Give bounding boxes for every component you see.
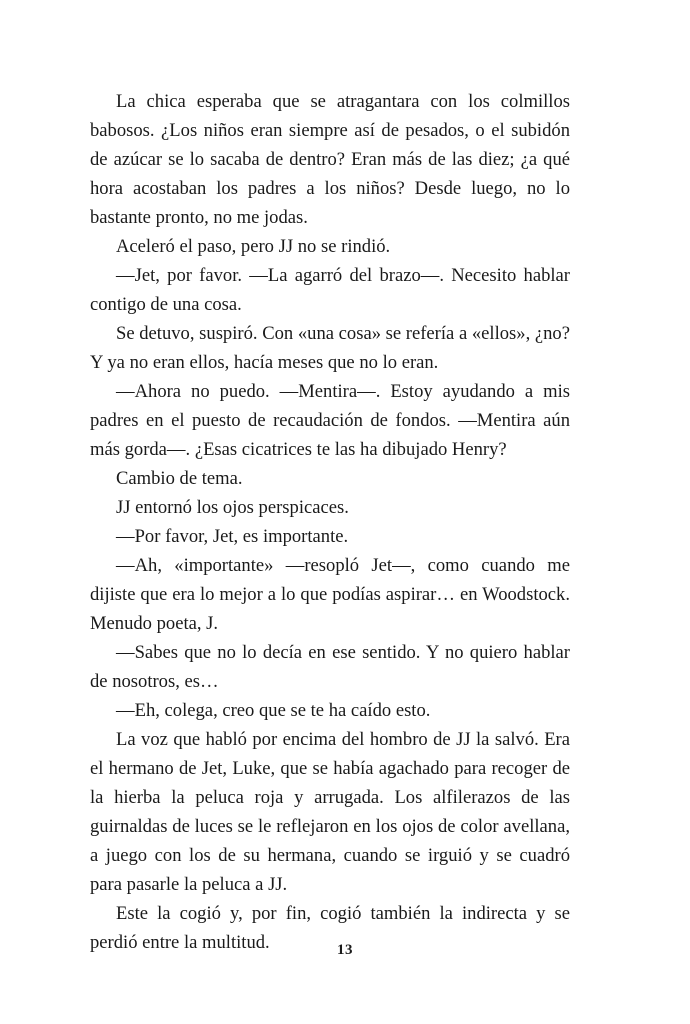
page-number: 13: [337, 942, 353, 958]
paragraph: —Sabes que no lo decía en ese sentido. Y no quiero hablar de nosotros, es…: [90, 642, 570, 692]
paragraph: La voz que habló por encima del hombro de JJ la salvó. Era el hermano de Jet, Luke, que se había agachado para recoger de la hierba la peluca roja y arrugada. Los alfilerazos de las guirnaldas de luces se le reflejaron en los ojos de color avellana, a juego con los de su hermana, cuando se irguió y se cuadró para pasarle la peluca a JJ.: [90, 729, 570, 895]
paragraph: JJ entornó los ojos perspicaces.: [116, 497, 349, 518]
paragraph: —Ahora no puedo. —Mentira—. Estoy ayudando a mis padres en el puesto de recaudación de fondos. —Mentira aún más gorda—. ¿Esas cicatrices te las ha dibujado Henry?: [90, 381, 570, 460]
page-body: [90, 87, 570, 957]
paragraph: Cambio de tema.: [116, 468, 243, 489]
paragraph: —Jet, por favor. —La agarró del brazo—. Necesito hablar contigo de una cosa.: [90, 265, 570, 315]
paragraph: —Ah, «importante» —resopló Jet—, como cuando me dijiste que era lo mejor a lo que podías aspirar… en Woodstock. Menudo poeta, J.: [90, 555, 570, 634]
paragraph: La chica esperaba que se atragantara con los colmillos babosos. ¿Los niños eran siempre así de pesados, o el subidón de azúcar se lo sacaba de dentro? Eran más de las diez; ¿a qué hora acostaban los padres a los niños? Desde luego, no lo bastante pronto, no me jodas.: [90, 91, 570, 228]
paragraph: —Eh, colega, creo que se te ha caído esto.: [116, 700, 431, 721]
paragraph: Se detuvo, suspiró. Con «una cosa» se refería a «ellos», ¿no? Y ya no eran ellos, hacía meses que no lo eran.: [90, 323, 570, 373]
paragraph: Este la cogió y, por fin, cogió también la indirecta y se perdió entre la multitud.: [90, 903, 570, 953]
paragraph: Aceleró el paso, pero JJ no se rindió.: [116, 236, 391, 257]
paragraph: —Por favor, Jet, es importante.: [116, 526, 349, 547]
